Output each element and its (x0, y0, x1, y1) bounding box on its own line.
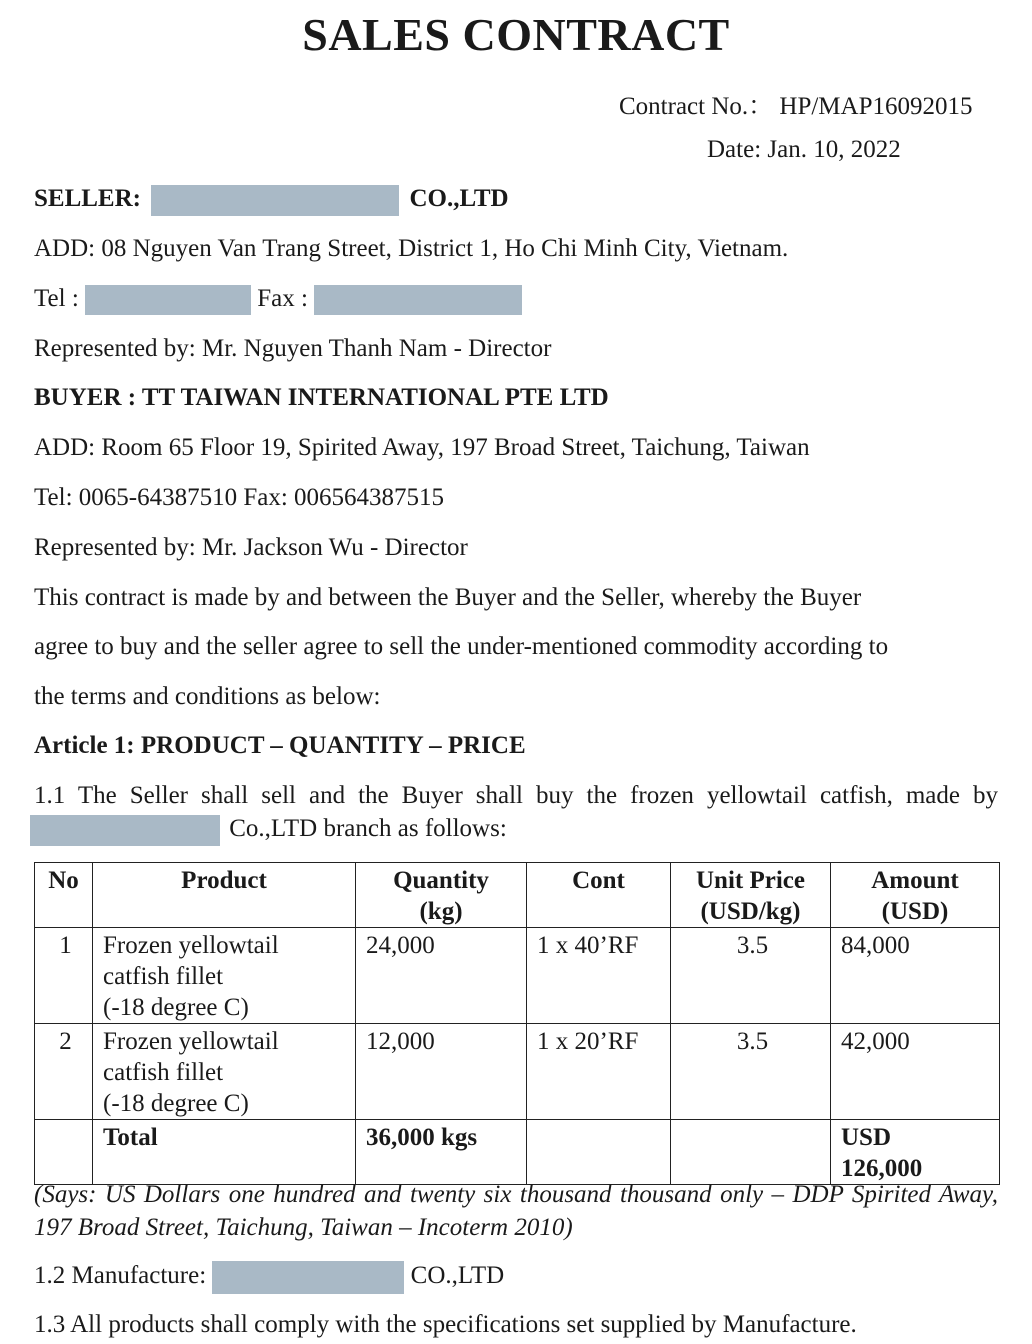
seller-fax-label: Fax : (257, 285, 308, 312)
seller-label: SELLER: (34, 185, 141, 213)
row-unit-price: 3.5 (671, 928, 831, 1024)
redacted-seller-name (151, 185, 399, 216)
row-amount: 84,000 (831, 928, 1000, 1024)
row-unit-price: 3.5 (671, 1024, 831, 1120)
intro-line-3: the terms and conditions as below: (34, 683, 381, 710)
row-cont: 1 x 20’RF (527, 1024, 671, 1120)
article-1-3: 1.3 All products shall comply with the specifications set supplied by Manufacture. (34, 1311, 857, 1338)
table-row (35, 1024, 1000, 1120)
total-no-cell (35, 1120, 93, 1185)
row-amount: 42,000 (831, 1024, 1000, 1120)
intro-line-1: This contract is made by and between the Buyer and the Seller, whereby the Buyer (34, 584, 862, 611)
article-1-1-line-1: 1.1 The Seller shall sell and the Buyer shall buy the frozen yellowtail catfish, made by (34, 782, 998, 809)
page-title: SALES CONTRACT (302, 9, 730, 60)
header-product: Product (93, 863, 356, 928)
header-no: No (35, 863, 93, 928)
date-value: Jan. 10, 2022 (767, 136, 901, 163)
contract-date (707, 136, 901, 164)
article-1-2-suffix: CO.,LTD (410, 1262, 505, 1290)
article-1-heading: Article 1: PRODUCT – QUANTITY – PRICE (34, 732, 526, 759)
total-cont-cell (527, 1120, 671, 1185)
seller-address: ADD: 08 Nguyen Van Trang Street, District 1, Ho Chi Minh City, Vietnam. (34, 235, 789, 262)
article-1-1-line-2 (30, 815, 507, 846)
seller-tel-fax (34, 285, 522, 315)
amount-in-words: (Says: US Dollars one hundred and twenty six thousand thousand only – DDP Spirited Away, 197 Broad Street, Taichung, Taiwan – Incoterm 2010) (34, 1181, 998, 1241)
contract-number-label: Contract No.： (619, 93, 774, 120)
total-unit-price-cell (671, 1120, 831, 1185)
contract-number-value: HP/MAP16092015 (779, 93, 973, 120)
table-row (35, 928, 1000, 1024)
table-header-row (35, 863, 1000, 928)
row-quantity: 24,000 (356, 928, 527, 1024)
row-product: Frozen yellowtail catfish fillet (-18 degree C) (93, 1024, 356, 1120)
redacted-seller-fax (314, 285, 522, 315)
table-total-row (35, 1120, 1000, 1185)
article-1-2 (34, 1261, 504, 1294)
buyer-tel-fax: Tel: 0065-64387510 Fax: 006564387515 (34, 484, 445, 511)
contract-number (619, 86, 972, 122)
seller-tel-label: Tel : (34, 285, 79, 312)
total-quantity: 36,000 kgs (356, 1120, 527, 1185)
redacted-manufacture-name (212, 1261, 404, 1294)
header-amount: Amount (USD) (831, 863, 1000, 928)
header-unit-price: Unit Price (USD/kg) (671, 863, 831, 928)
date-label: Date: (707, 136, 762, 163)
buyer-represented: Represented by: Mr. Jackson Wu - Director (34, 534, 468, 561)
redacted-seller-tel (85, 285, 251, 315)
row-quantity: 12,000 (356, 1024, 527, 1120)
header-quantity: Quantity (kg) (356, 863, 527, 928)
redacted-manufacturer-name (30, 815, 220, 846)
seller-suffix: CO.,LTD (409, 185, 509, 213)
row-no: 1 (35, 928, 93, 1024)
article-1-1-suffix: Co.,LTD branch as follows: (229, 815, 507, 843)
seller-line (34, 185, 509, 216)
buyer-address: ADD: Room 65 Floor 19, Spirited Away, 197 Broad Street, Taichung, Taiwan (34, 434, 810, 461)
row-no: 2 (35, 1024, 93, 1120)
article-1-2-label: 1.2 Manufacture: (34, 1262, 207, 1290)
total-label: Total (93, 1120, 356, 1185)
seller-represented: Represented by: Mr. Nguyen Thanh Nam - Director (34, 335, 552, 362)
row-cont: 1 x 40’RF (527, 928, 671, 1024)
intro-line-2: agree to buy and the seller agree to sell the under-mentioned commodity according to (34, 633, 889, 660)
product-table (34, 862, 1000, 1185)
row-product: Frozen yellowtail catfish fillet (-18 degree C) (93, 928, 356, 1024)
header-cont: Cont (527, 863, 671, 928)
buyer-heading: BUYER : TT TAIWAN INTERNATIONAL PTE LTD (34, 384, 609, 411)
total-amount: USD 126,000 (831, 1120, 1000, 1185)
